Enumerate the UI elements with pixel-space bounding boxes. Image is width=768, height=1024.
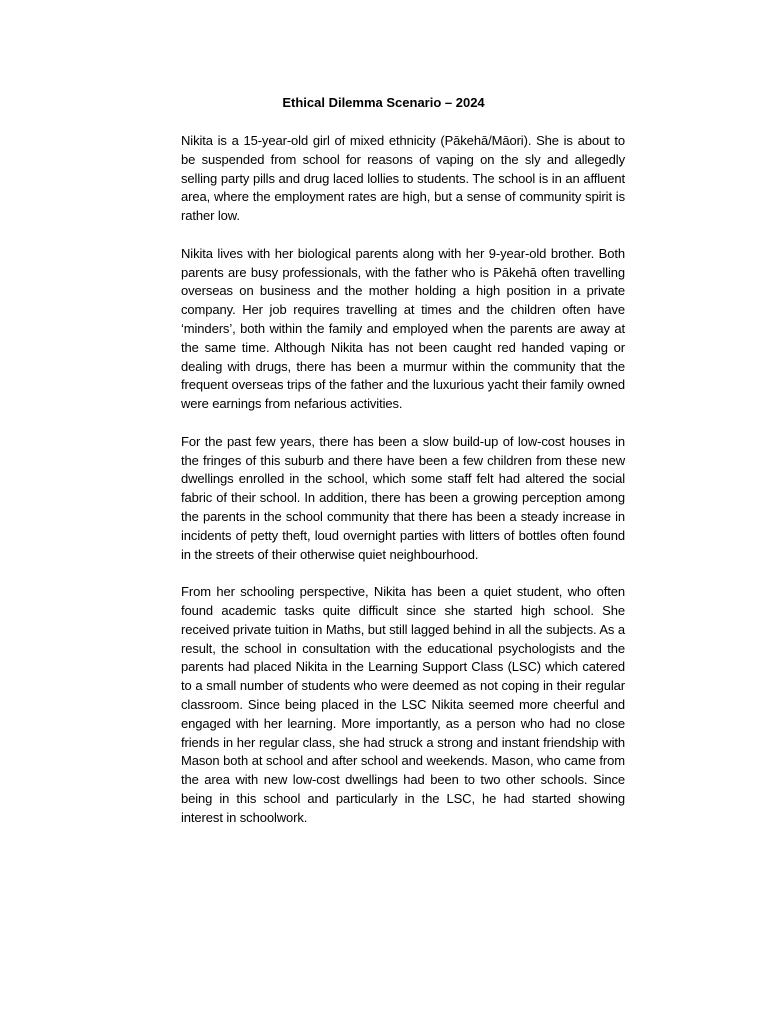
document-title: Ethical Dilemma Scenario – 2024 [282,95,485,110]
paragraph-community-context: For the past few years, there has been a slow build-up of low-cost houses in the fringes of this suburb and there have been a few children from these new dwellings enrolled in the school, which some staff felt had altered the social fabric of their school. In addition, there has been a growing perception among the parents in the school community that there has been a steady increase in incidents of petty theft, loud overnight parties with litters of bottles often found in the streets of their otherwise quiet neighbourhood. [181,433,625,562]
paragraph-family-background: Nikita lives with her biological parents along with her 9-year-old brother. Both parents are busy professionals, with the father who is Pākehā often travelling overseas on business and the mother holding a high position in a private company. Her job requires travelling at times and the children often have ‘minders’, both within the family and employed when the parents are away at the same time. Although Nikita has not been caught red handed vaping or dealing with drugs, there has been a murmur within the community that the frequent overseas trips of the father and the luxurious yacht their family owned were earnings from nefarious activities. [181,245,625,412]
document-body [181,132,625,846]
paragraph-introduction: Nikita is a 15-year-old girl of mixed ethnicity (Pākehā/Māori). She is about to be suspended from school for reasons of vaping on the sly and allegedly selling party pills and drug laced lollies to students. The school is in an affluent area, where the employment rates are high, but a sense of community spirit is rather low. [181,133,625,224]
paragraph-schooling-perspective: From her schooling perspective, Nikita has been a quiet student, who often found academic tasks quite difficult since she started high school. She received private tuition in Maths, but still lagged behind in all the subjects. As a result, the school in consultation with the educational psychologists and the parents had placed Nikita in the Learning Support Class (LSC) which catered to a small number of students who were deemed as not coping in their regular classroom. Since being placed in the LSC Nikita seemed more cheerful and engaged with her learning. More importantly, as a person who had no close friends in her regular class, she had struck a strong and instant friendship with Mason both at school and after school and weekends. Mason, who came from the area with new low-cost dwellings had been to two other schools. Since being in this school and particularly in the LSC, he had started showing interest in schoolwork. [181,584,625,825]
